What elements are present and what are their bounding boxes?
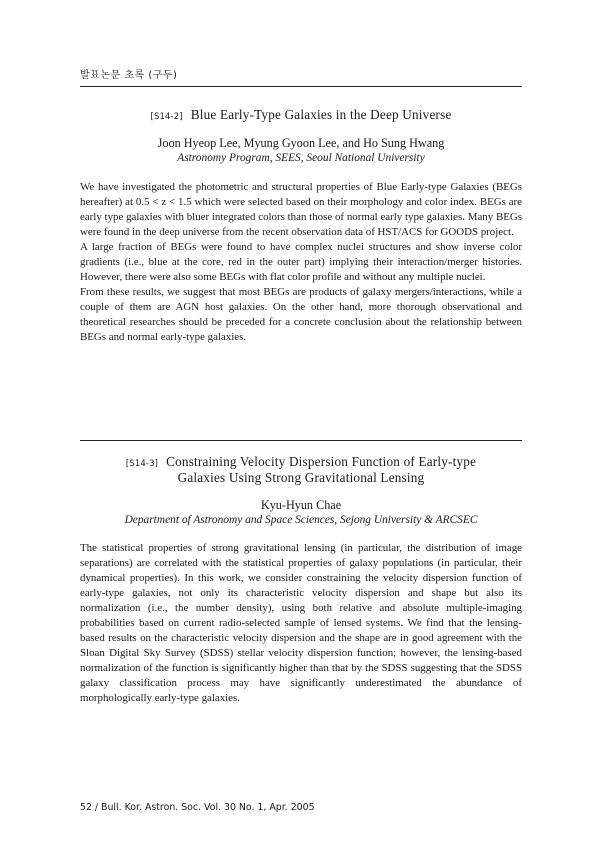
authors: Kyu-Hyun Chae xyxy=(260,498,342,512)
abstract-title-line: Constraining Velocity Dispersion Function of Early-type xyxy=(166,454,477,469)
affiliation: Department of Astronomy and Space Sciences, Sejong University & ARCSEC xyxy=(124,514,478,526)
affiliation: Astronomy Program, SEES, Seoul National University xyxy=(177,152,425,164)
abstract-code: [S14-3] xyxy=(125,458,159,468)
abstract-body xyxy=(80,180,522,345)
abstract-paragraph: We have investigated the photometric and structural properties of Blue Early-type Galaxies (BEGs hereafter) at 0.5 < z < 1.5 which were selected based on their morphology and color index. BEGs are early type galaxies with bluer integrated colors than those of normal early type galaxies. Many BEGs were found in the deep universe from the recent observation data of HST/ACS for GOODS project. xyxy=(80,181,522,238)
page-footer: 52 / Bull. Kor. Astron. Soc. Vol. 30 No. 1, Apr. 2005 xyxy=(80,802,315,813)
abstract-code: [S14-2] xyxy=(150,111,183,121)
abstract-title xyxy=(78,107,524,123)
abstract-paragraph: A large fraction of BEGs were found to have complex nuclei structures and show inverse color gradients (i.e., blue at the core, red in the outer part) implying their interaction/merger histories. However, there were also some BEGs with flat color profile and without any multiple nuclei. xyxy=(80,241,522,283)
abstract-title-line-2: Galaxies Using Strong Gravitational Lensing xyxy=(177,470,425,485)
abstract-title-line: Blue Early-Type Galaxies in the Deep Universe xyxy=(190,107,452,122)
abstract-paragraph: From these results, we suggest that most BEGs are products of galaxy mergers/interactions, while a couple of them are AGN host galaxies. On the other hand, more thorough observational and theoretical researches should be preceded for a concrete conclusion about the relationship between BEGs and normal early-type galaxies. xyxy=(80,286,522,343)
abstract-paragraph: The statistical properties of strong gravitational lensing (in particular, the distribution of image separations) are correlated with the statistical properties of galaxy populations (in particular, their dynamical properties). In this work, we consider constraining the velocity dispersion function of early-type galaxies, not only its characteristic velocity dispersion and shape but also its normalization (i.e., the number density), using both relative and absolute multiple-imaging probabilities based on current radio-selected sample of lensed systems. We find that the lensing-based results on the characteristic velocity dispersion and the shape are in good agreement with the Sloan Digital Sky Survey (SDSS) stellar velocity dispersion function; however, the lensing-based normalization of the function is significantly higher than that by the SDSS suggesting that the SDSS galaxy classification process may have significantly underestimated the abundance of morphologically early-type galaxies. xyxy=(80,542,522,704)
header-rule xyxy=(80,86,522,87)
abstract-title xyxy=(78,454,524,470)
authors: Joon Hyeop Lee, Myung Gyoon Lee, and Ho Sung Hwang xyxy=(157,136,445,150)
section-divider xyxy=(80,440,522,441)
abstract-body xyxy=(80,541,522,706)
running-header: 발표논문 초록 (구두) xyxy=(80,70,178,81)
